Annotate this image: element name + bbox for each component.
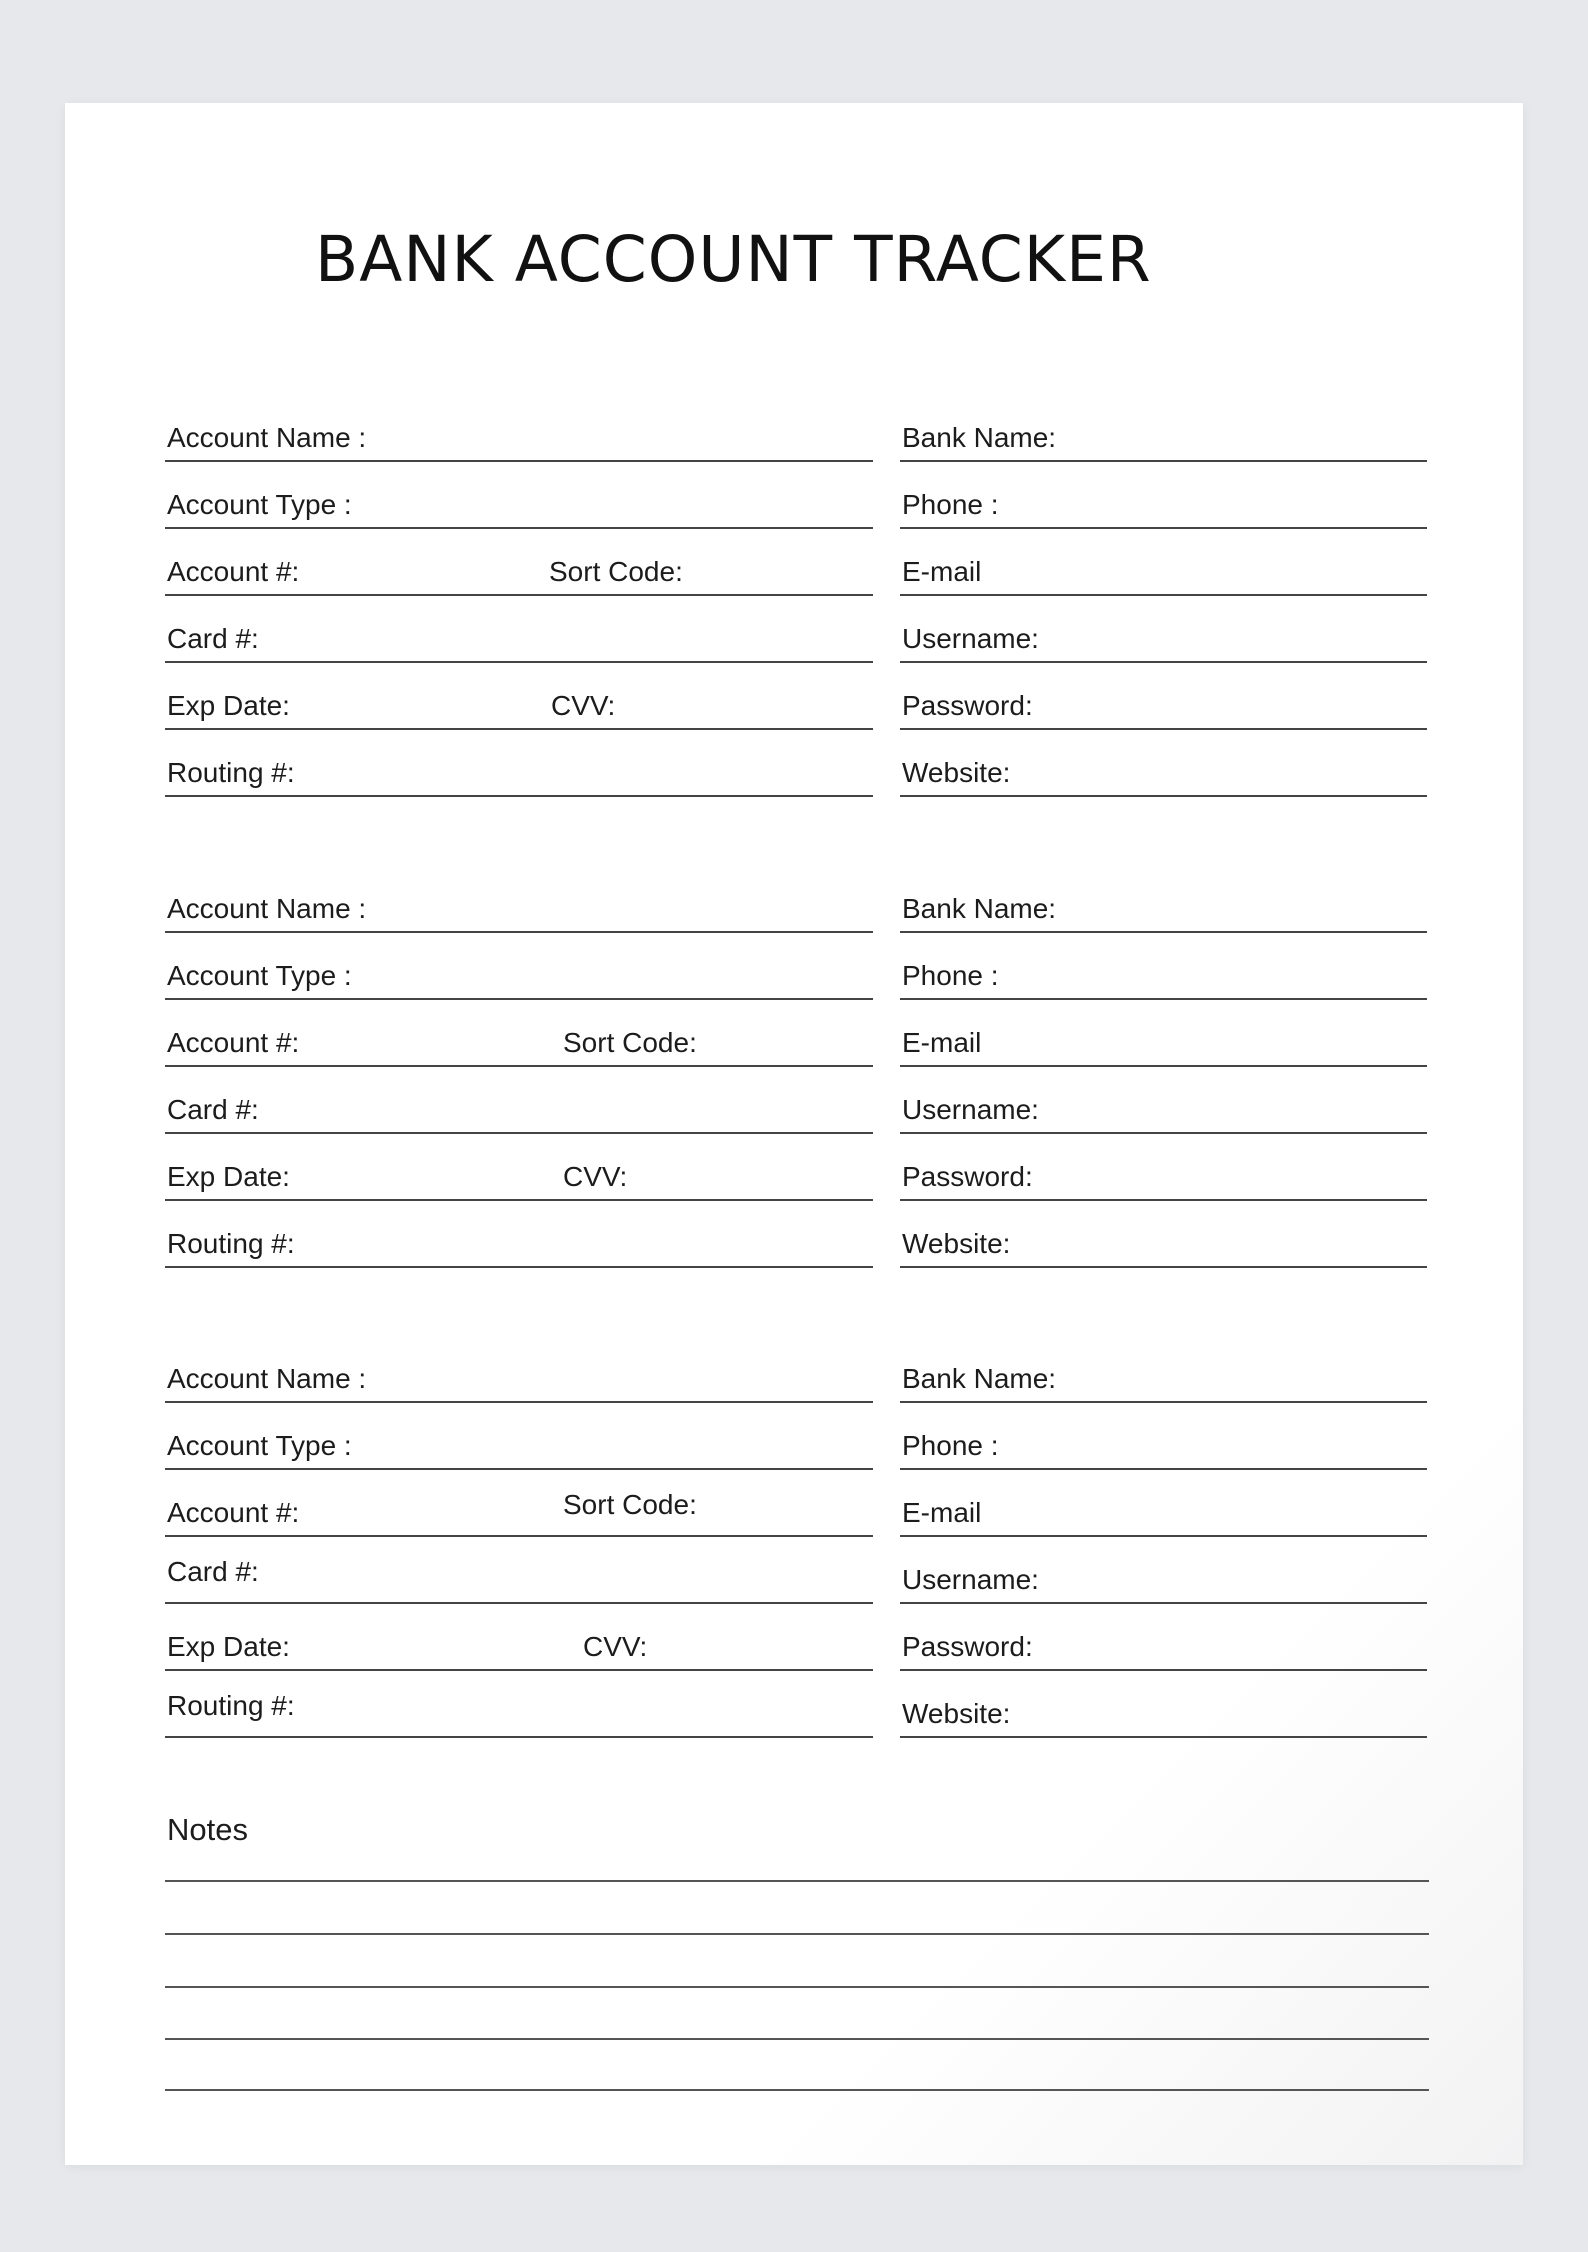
exp-date-field[interactable] [165,663,873,730]
routing-number-label: Routing #: [167,757,295,788]
bank-name-label: Bank Name: [902,1363,1057,1394]
website-label: Website: [902,1698,1011,1729]
bank-name-label: Bank Name: [902,893,1057,924]
exp-date-field[interactable] [165,1134,873,1201]
account-number-label: Account #: [167,1027,300,1058]
routing-number-label: Routing #: [167,1690,295,1721]
email-field[interactable] [900,1470,1427,1537]
account-details-column [165,866,873,1268]
account-number-field[interactable] [165,1000,873,1067]
sort-code-label: Sort Code: [549,556,683,587]
bank-name-field[interactable] [900,1336,1427,1403]
account-number-field[interactable] [165,1470,873,1537]
account-type-field[interactable] [165,1403,873,1470]
notes-line[interactable] [165,1880,1429,1882]
cvv-label: CVV: [551,690,616,721]
card-number-field[interactable] [165,1067,873,1134]
tracker-sheet [65,103,1523,2165]
password-field[interactable] [900,1134,1427,1201]
password-field[interactable] [900,663,1427,730]
card-number-label: Card #: [167,623,259,654]
card-number-label: Card #: [167,1556,259,1587]
routing-number-field[interactable] [165,1201,873,1268]
account-details-column [165,1336,873,1738]
username-field[interactable] [900,1067,1427,1134]
cvv-label: CVV: [563,1161,628,1192]
phone-field[interactable] [900,1403,1427,1470]
email-label: E-mail [902,556,982,587]
username-label: Username: [902,1564,1039,1595]
account-type-field[interactable] [165,933,873,1000]
account-name-field[interactable] [165,866,873,933]
email-label: E-mail [902,1027,982,1058]
account-name-label: Account Name : [167,422,367,453]
routing-number-field[interactable] [165,730,873,797]
account-number-field[interactable] [165,529,873,596]
bank-details-column [900,1336,1427,1738]
bank-name-field[interactable] [900,866,1427,933]
bank-details-column [900,866,1427,1268]
exp-date-label: Exp Date: [167,1161,290,1192]
account-type-label: Account Type : [167,1430,352,1461]
password-label: Password: [902,1631,1033,1662]
phone-label: Phone : [902,1430,999,1461]
account-number-label: Account #: [167,1497,300,1528]
notes-line[interactable] [165,1986,1429,1988]
password-field[interactable] [900,1604,1427,1671]
phone-label: Phone : [902,489,999,520]
notes-line[interactable] [165,1933,1429,1935]
username-label: Username: [902,1094,1039,1125]
notes-line[interactable] [165,2038,1429,2040]
account-number-label: Account #: [167,556,300,587]
card-number-field[interactable] [165,1537,873,1604]
username-field[interactable] [900,596,1427,663]
exp-date-field[interactable] [165,1604,873,1671]
phone-field[interactable] [900,933,1427,1000]
username-label: Username: [902,623,1039,654]
account-name-label: Account Name : [167,893,367,924]
sort-code-label: Sort Code: [563,1489,697,1520]
card-number-label: Card #: [167,1094,259,1125]
page-title: BANK ACCOUNT TRACKER [315,223,1152,296]
website-field[interactable] [900,1671,1427,1738]
exp-date-label: Exp Date: [167,1631,290,1662]
notes-line[interactable] [165,2089,1429,2091]
routing-number-field[interactable] [165,1671,873,1738]
account-name-field[interactable] [165,395,873,462]
bank-name-field[interactable] [900,395,1427,462]
routing-number-label: Routing #: [167,1228,295,1259]
phone-field[interactable] [900,462,1427,529]
account-name-field[interactable] [165,1336,873,1403]
email-label: E-mail [902,1497,982,1528]
website-label: Website: [902,1228,1011,1259]
password-label: Password: [902,1161,1033,1192]
account-details-column [165,395,873,797]
email-field[interactable] [900,529,1427,596]
exp-date-label: Exp Date: [167,690,290,721]
account-name-label: Account Name : [167,1363,367,1394]
website-field[interactable] [900,730,1427,797]
card-number-field[interactable] [165,596,873,663]
account-type-field[interactable] [165,462,873,529]
email-field[interactable] [900,1000,1427,1067]
username-field[interactable] [900,1537,1427,1604]
sort-code-label: Sort Code: [563,1027,697,1058]
bank-details-column [900,395,1427,797]
account-type-label: Account Type : [167,489,352,520]
account-type-label: Account Type : [167,960,352,991]
phone-label: Phone : [902,960,999,991]
notes-label: Notes [167,1812,248,1847]
website-label: Website: [902,757,1011,788]
bank-name-label: Bank Name: [902,422,1057,453]
password-label: Password: [902,690,1033,721]
website-field[interactable] [900,1201,1427,1268]
cvv-label: CVV: [583,1631,648,1662]
